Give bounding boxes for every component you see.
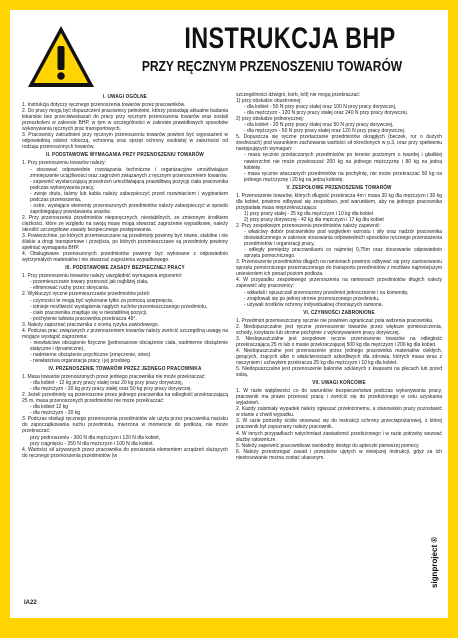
paragraph: 1. Instrukcja dotyczy ręcznego przenoszenia towarów przez pracowników.	[22, 102, 186, 109]
paragraph: 1. Masa towarów przenoszonych przez jednego pracownika nie może przekraczać:	[22, 374, 206, 381]
right-column	[236, 92, 442, 461]
list-item: - istnieje możliwość wystąpienia nagłych ruchów przemieszczanego przedmiotu,	[30, 303, 208, 310]
paragraph: 1. W razie wątpliwości co do warunków bezpieczeństwa podczas wykonywania pracy, pracownik ma prawo przerwać pracę i zwrócić się do przełożonego w celu uzyskania wyjaśnień.	[236, 388, 442, 407]
list-item: - stosować odpowiednie rozwiązania techniczne i organizacyjne umożliwiające zmniejszenie uciążliwości oraz zagrożeń związanych z ręcznym przenoszeniem towarów,	[30, 166, 228, 179]
list-item: - dla mężczyzn - 50 N przy pracy stałej oraz 120 N przy pracy dorywczej.	[244, 128, 406, 135]
list-item: przy podnoszeniu - 300 N dla mężczyzn i 120 N dla kobiet,	[30, 434, 161, 441]
list-item: - wkładali i opuszczali przenoszony przedmiot jednocześnie i na komendę,	[244, 289, 409, 296]
paragraph: 3. Przenoszenie przedmiotów długich na ramionach powinno odbywać się przy zastosowaniu sprzętu pomocniczego przeznaczonego do transportu przedmiotów z możliwie najmniejszym uniesieniem ich ponad poziom podłoża.	[236, 259, 442, 278]
list-item: przy ciągnięciu - 250 N dla mężczyzn i 100 N dla kobiet.	[30, 440, 154, 447]
section-heading: II. PODSTAWOWE WYMAGANIA PRZY PRZENOSZENIU TOWARÓW	[46, 152, 204, 159]
paragraph: 5. Dopuszcza się ręczne przetaczanie przedmiotów okrągłych (beczek, rur o dużych średnicach) pod warunkiem zachowania wartości sił określonych w p.3, oraz przy spełnieniu następujących wymagań:	[236, 134, 442, 153]
paragraph: 2. Przy przenoszeniu przedmiotów nieporęcznych, niestabilnych, ze zmiennym środkiem ciężkości, które ze względu na swoją masę mogą stwarzać zagrożenie wypadkowe, należy określić szczegółowe zasady bezpiecznego postępowania.	[22, 214, 228, 233]
sign-panel	[10, 10, 448, 618]
paragraph: 4. W innych przypadkach natychmiast zawiadomić przełożonego i w razie potrzeby wezwać służby ratownicze.	[236, 430, 442, 443]
paragraph: 3. W razie potrzeby ściśle stosować się do instrukcji ochrony przeciwpożarowej, z której pracownik był zapoznany należy pracownik.	[236, 418, 442, 431]
paragraph: 3. Podczas obsługi ręcznego przenoszenia przedmiotów ale użyta przez pracownika nacisku do zapoczątkowania ruchu przedmiotu, mierzona w momencie do podłoża, nie może przekraczać:	[22, 416, 228, 435]
paragraph: 4. Podczas prac związanych z przenoszeniem towarów należy zwrócić szczególną uwagę na mogące wystąpić zagrożenia:	[22, 327, 228, 340]
list-item: - znajdowali się po jednej stronie przenoszonego przedmiotu,	[244, 295, 380, 302]
list-item: - zwoje drutu, taśmy lub kabla należy zabezpieczyć przed rozwinięciem i wyginaniem podczas przenoszenia,	[30, 190, 228, 203]
paragraph: 2. Jeżeli przedmioty są przenoszone przez jednego pracownika na odległość przekraczającą 25 m, masa przenoszonych przedmiotów nie może przekraczać:	[22, 392, 228, 405]
list-item: 2) przy obsłudze jednoręcznej:	[236, 116, 304, 123]
paragraph: 5. Należy zapewnić pracownikowi swobodny dostęp do apteczki pierwszej pomocy.	[236, 442, 420, 449]
section-heading: I. UWAGI OGÓLNE	[103, 94, 147, 100]
section-heading: IV. PRZENOSZENIE TOWARÓW PRZEZ JEDNEGO PRACOWNIKA	[48, 366, 202, 373]
paragraph: 5. Niedopuszczalne jest przenoszenie balonów szklanych z kwasami na plecach lub przed sobą.	[236, 366, 442, 379]
list-item: - odległy pomiędzy pracownikami co najmniej 0,75m oraz stosowanie odpowiednio sprzętu pomocniczego.	[244, 247, 442, 260]
paragraph: 1. Przy przenoszeniu towarów należy uwzględnić wymagania ergonomii:	[22, 273, 183, 280]
sign-title: INSTRUKCJA BHP	[184, 22, 396, 55]
list-item: - niewłaściwe obciążenie fizyczne (jednorazowe obciążenie ciała, nadmierne obciążenie statyczne i dynamiczne),	[30, 339, 228, 352]
list-item: - masa ręcznie przetaczanych przedmiotów po terenie poziomym o twardej i gładkiej nawierzchni nie może przekraczać 200 kg na jednego mężczyznę i 80 kg na jedną kobietę.	[244, 152, 442, 171]
sign-code: IA22	[24, 600, 37, 606]
paragraph: 3. Niedopuszczalne jest zespołowe ręczne przenoszenie towarów na odległość przekraczającą 25 m lub o masie przekraczającej 500 kg dla mężczyzn i 200 kg dla kobiet.	[236, 335, 442, 348]
paragraph: 2. Każdy zaistniały wypadek należy zgłaszać przełożonemu, a stanowisko pracy pozostawić w stanie z chwili wypadku.	[236, 406, 442, 419]
paragraph: 4. Obsługiwane przenoszonych przedmiotów powinny być wykonane z odpowiednio wytrzymałych materiałów i nie stwarzać zagrożenia wypadkowego.	[22, 251, 228, 264]
list-item: - zapewnić wystarczającą przestrzeń umożliwiającą prawidłową pozycję ciała pracownika podczas wykonywania pracy,	[30, 178, 228, 191]
list-item: - używali środków ochrony indywidualnej chroniących ramiona.	[244, 301, 383, 308]
paragraph: 4. Wartości sił używanych przez pracownika do poruszania elementem urządzeń służących do ręcznego przenoszenia przedmiotów (w	[22, 446, 228, 459]
paragraph: 2. Niedopuszczalne jest ręczne przenoszenie towarów przez większe pomieszczenia, schody, korytarze lub strome pochylnie z wykonywaniem pracy dorywczej.	[236, 323, 442, 336]
list-item: - eliminować ruchy przez skręcania.	[30, 285, 110, 292]
left-column	[22, 92, 228, 459]
brand-text: signproject ®	[430, 536, 439, 588]
list-item: 2) przy pracy dorywczej - 42 kg dla mężczyzn i 17 kg dla kobiet	[244, 216, 384, 223]
paragraph: 2. Przy zespołowym przenoszeniu przedmiotów należy zapewnić:	[236, 222, 381, 229]
list-item: - dla kobiet - 12 kg przy pracy stałej oraz 20 kg przy pracy dorywczej,	[30, 380, 183, 387]
list-item: - nadmierne obciążenie psychiczne (zmęczenie, stres)	[30, 351, 151, 358]
paragraph: 1. Przenoszenie towarów, których długość przekracza 4m i masa 30 kg dla mężczyzn i 30 kg dla kobiet, powinno odbywać się zespołowo, pod warunkiem, aby na jednego pracownika przypadała masa nieprzekraczająca:	[236, 192, 442, 211]
list-item: - niewłaściwa organizacja pracy i jej przebieg.	[30, 357, 132, 364]
list-item: - ostre, wystające elementy przenoszonych przedmiotów należy zabezpieczyć w sposób zapobiegający powstawaniu urazów.	[30, 202, 228, 215]
list-item: - pochylenie tułowia pracownika przekracza 45°.	[30, 315, 137, 322]
list-item: - dla kobiet 12 kg	[30, 404, 69, 411]
paragraph: 1. Przedmiot przemieszczany ręcznie nie powinien ograniczać pola widzenia pracownika.	[236, 317, 434, 324]
paragraph: 4. W przypadku zespołowego przenoszenia na ramionach przedmiotów długich należy zapewnić aby pracownicy:	[236, 277, 442, 290]
list-item: - przemieszczane towary przenosić jak najbliżej ciała,	[30, 279, 149, 286]
list-item: 1) przy obsłudze obustronnej:	[236, 98, 302, 105]
paragraph: szczególności dźwigni, korb, kół) nie mogą przekraczać:	[236, 92, 361, 98]
paragraph: 4. Niedopuszczalne jest przenoszenie przez jednego pracownika materiałów ciekłych, gorących, żrących albo o właściwościach szkodliwych dla zdrowia, których masa wraz z naczyniem i uchwytem przekracza 25 kg dla mężczyzn i 10 kg dla kobiet.	[236, 347, 442, 367]
list-item: - czynności te mogą być wykonane tylko za pomocą szarpnięcia,	[30, 297, 174, 304]
list-item: - dla mężczyzn - 30 kg przy pracy stałej oraz 50 kg przy pracy dorywczej.	[30, 386, 192, 393]
paragraph: 3. Należy zapoznać pracownika z oceną ryzyka zawodowego.	[22, 321, 160, 328]
list-item: - masa ręcznie wtaczanych przedmiotów na pochylnię, nie może przekraczać 50 kg na jednego mężczyznę i 20 kg na jedną kobietę.	[244, 170, 442, 183]
list-item: - dla kobiet - 20 N przy pracy stałej oraz 50 N przy pracy dorywczej,	[244, 122, 394, 129]
section-heading: V. ZESPOŁOWE PRZENOSZENIE TOWARÓW	[286, 184, 392, 191]
brand-logo	[430, 478, 440, 588]
list-item: - dla mężczyzn - 30 kg	[30, 410, 81, 417]
section-heading: VII. UWAGI KOŃCOWE	[312, 380, 366, 387]
paragraph: 2. Do pracy mogą być dopuszczeni pracownicy pełnoletni, którzy posiadają aktualne badania lekarskie bez przeciwwskazań do pracy przy ręcznym przenoszeniu towarów oraz zostali przeszkoleni w zakresie BHP, w tym w szczególności w zakresie prawidłowych sposobów wykonywania ręcznych prac transportowych.	[22, 108, 228, 133]
paragraph: 6. Należy przestrzegać zasad i przepisów ujętych w niniejszej instrukcji, gdyż za ich niestosowanie można zostać ukaranym.	[236, 448, 442, 461]
section-heading: III. PODSTAWOWE ZASADY BEZPIECZNEJ PRACY	[65, 265, 185, 272]
list-item: - ciało pracownika znajduje się w niestabilnej pozycji,	[30, 309, 148, 316]
paragraph: 3. Pracownicy zatrudnieni przy ręcznym przenoszeniu towarów powinni być wyposażeni w odpowiednią odzież roboczą, ochronną oraz sprzęt ochrony osobistej w zależności od rodzaju przenoszonych towarów.	[22, 132, 228, 151]
paragraph: 3. Powierzchnie, po których przemieszczane są przedmioty powinny być równe, stabilne i nie śliskie a drogi transportowe i przejścia, po których przemieszczane są przedmioty powinny spełniać wymagania BHP.	[22, 233, 228, 252]
paragraph: 1. Przy przenoszeniu towarów należy:	[22, 160, 106, 167]
list-item: - dla kobiet - 50 N przy pracy stałej oraz 100 N przy pracy dorywczej,	[244, 104, 397, 111]
list-item: - dla mężczyzn - 120 N przy pracy stałej oraz 240 N przy pracy dorywczej.	[244, 110, 408, 117]
list-item: 1) przy pracy stałej - 25 kg dla mężczyzn i 10 kg dla kobiet	[244, 210, 374, 217]
paragraph: 2. Wykluczyć ręczne przemieszczanie przedmiotów jeżeli:	[22, 291, 151, 298]
exclamation-triangle-icon	[26, 24, 96, 90]
section-heading: VI. CZYNNOŚCI ZABRONIONE	[303, 309, 375, 316]
sign-subtitle: PRZY RĘCZNYM PRZENOSZENIU TOWARÓW	[141, 58, 403, 75]
list-item: - właściwy dobór pracowników pod względem wzrostu i siły oraz nadzór pracownika doświadczonego w zakresie stosowania odpowiednich sposobów ręcznego przenoszenia przedmiotów i organizacji pracy,	[244, 229, 442, 248]
